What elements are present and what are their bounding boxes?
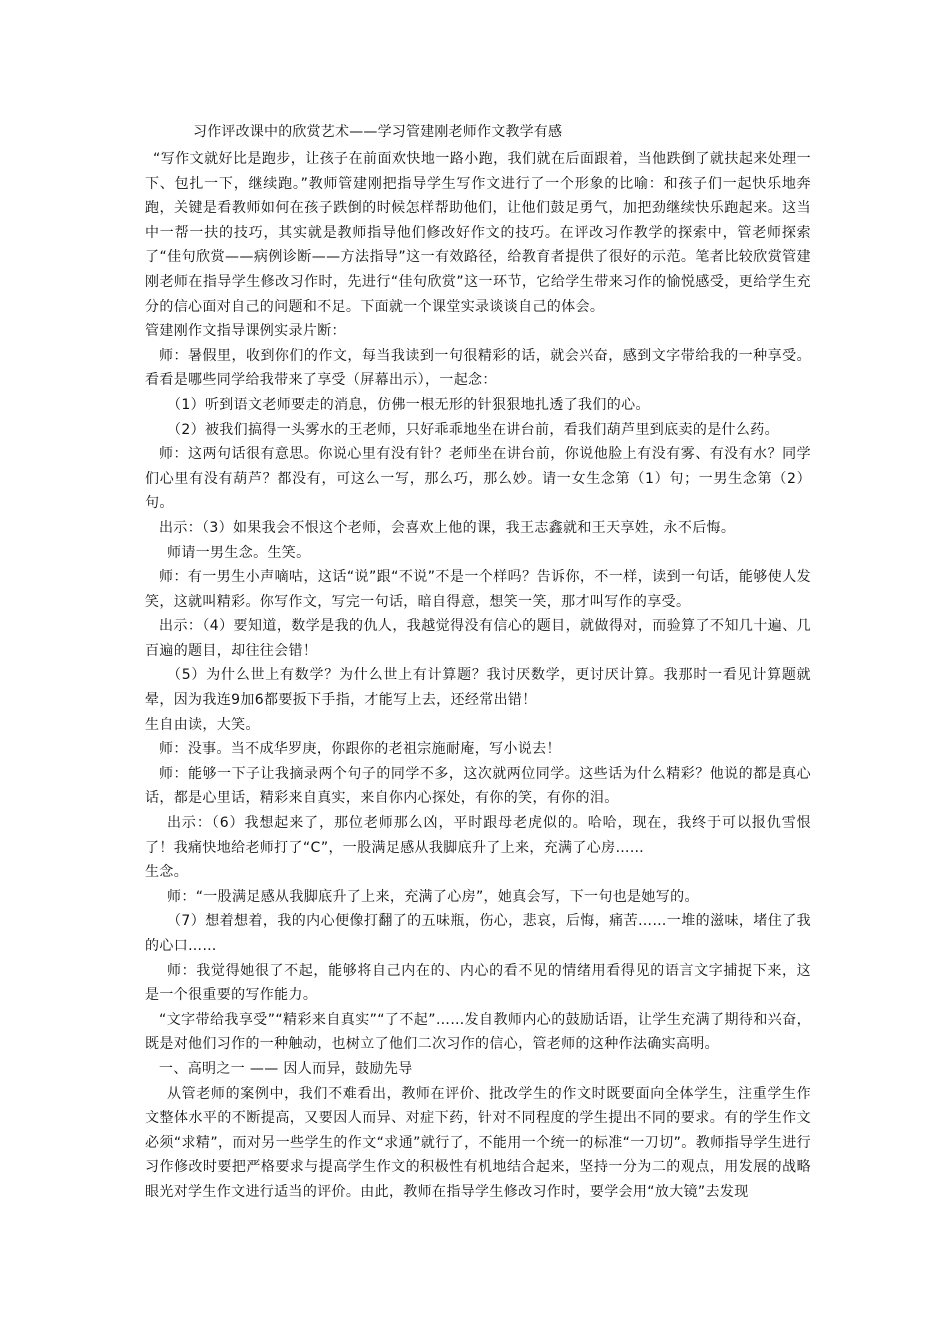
paragraph: 师：暑假里，收到你们的作文，每当我读到一句很精彩的话，就会兴奋，感到文字带给我的一种享受。看看是哪些同学给我带来了享受（屏幕出示），一起念： xyxy=(145,347,811,389)
paragraph: 出示：（3）如果我会不恨这个老师，会喜欢上他的课，我王志鑫就和王天享姓，永不后悔。 xyxy=(159,519,736,536)
document-page xyxy=(145,120,811,1205)
paragraph: 生自由读，大笑。 xyxy=(145,716,260,733)
paragraph: “文字带给我享受”“精彩来自真实”“了不起”……发自教师内心的鼓励话语，让学生充满了期待和兴奋，既是对他们习作的一种触动，也树立了他们二次习作的信心，管老师的这种作法确实高明。 xyxy=(145,1011,811,1053)
paragraph: 师：有一男生小声嘀咕，这话“说”跟“不说”不是一个样吗？告诉你，不一样，读到一句话，能够使人发笑，这就叫精彩。你写作文，写完一句话，暗自得意，想笑一笑，那才叫写作的享受。 xyxy=(145,569,811,610)
section-heading: 一、高明之一 —— 因人而异，鼓励先导 xyxy=(159,1060,413,1077)
paragraph: “写作文就好比是跑步，让孩子在前面欢快地一路小跑，我们就在后面跟着，当他跌倒了就扶起来处理一下、包扎一下，继续跑。”教师管建刚把指导学生写作文进行了一个形象的比喻：和孩子们一起快乐地奔跑，关键是看教师如何在孩子跌倒的时候怎样帮助他们，让他们鼓足勇气，加把劲继续快乐跑起来。这当中一帮一扶的技巧，其实就是教师指导他们修改好作文的技巧。在评改习作教学的探索中，管老师探索了“佳句欣赏——病例诊断——方法指导”这一有效路径，给教育者提供了很好的示范。笔者比较欣赏管建刚老师在指导学生修改习作时，先进行“佳句欣赏”这一环节，它给学生带来习作的愉悦感受，更给学生充分的信心面对自己的问题和不足。下面就一个课堂实录谈谈自己的体会。 xyxy=(145,151,811,315)
paragraph: （1）听到语文老师要走的消息，仿佛一根无形的针狠狠地扎透了我们的心。 xyxy=(167,396,650,413)
document-title: 习作评改课中的欣赏艺术——学习管建刚老师作文教学有感 xyxy=(193,124,563,140)
paragraph: 师请一男生念。生笑。 xyxy=(167,544,311,561)
paragraph: 出示：（4）要知道，数学是我的仇人，我越觉得没有信心的题目，就做得对，而验算了不知几十遍、几百遍的题目，却往往会错！ xyxy=(145,618,811,659)
paragraph: 生念。 xyxy=(145,864,189,881)
paragraph: 师：没事。当不成华罗庚，你跟你的老祖宗施耐庵，写小说去！ xyxy=(159,741,561,758)
paragraph: （5）为什么世上有数学？为什么世上有计算题？我讨厌数学，更讨厌计算。我那时一看见计算题就晕，因为我连9加6都要扳下手指，才能写上去，还经常出错！ xyxy=(145,667,811,709)
paragraph: 从管老师的案例中，我们不难看出，教师在评价、批改学生的作文时既要面向全体学生，注重学生作文整体水平的不断提高，又要因人而异、对症下药，针对不同程度的学生提出不同的要求。有的学生作文必须“求精”，而对另一些学生的作文“求通”就行了，不能用一个统一的标准“一刀切”。教师指导学生进行习作修改时要把严格要求与提高学生作文的积极性有机地结合起来，坚持一分为二的观点，用发展的战略眼光对学生作文进行适当的评价。由此，教师在指导学生修改习作时，要学会用“放大镜”去发现 xyxy=(145,1085,811,1200)
paragraph: 管建刚作文指导课例实录片断： xyxy=(145,323,346,340)
paragraph: 师：能够一下子让我摘录两个句子的同学不多，这次就两位同学。这些话为什么精彩？他说的都是真心话，都是心里话，精彩来自真实，来自你内心探处，有你的笑，有你的泪。 xyxy=(145,765,811,807)
paragraph: 师：我觉得她很了不起，能够将自己内在的、内心的看不见的情绪用看得见的语言文字捕捉下来，这是一个很重要的写作能力。 xyxy=(145,962,811,1004)
paragraph: （7）想着想着，我的内心便像打翻了的五味瓶，伤心，悲哀，后悔，痛苦……一堆的滋味，堵住了我的心口…… xyxy=(145,913,811,954)
paragraph: 师：这两句话很有意思。你说心里有没有针？老师坐在讲台前，你说他脸上有没有雾、有没有水？同学们心里有没有葫芦？都没有，可这么一写，那么巧，那么妙。请一女生念第（1）句；一男生念第（2）句。 xyxy=(145,446,811,512)
paragraph: 师：“一股满足感从我脚底升了上来，充满了心房”，她真会写，下一句也是她写的。 xyxy=(167,888,699,905)
paragraph: （2）被我们搞得一头雾水的王老师，只好乖乖地坐在讲台前，看我们葫芦里到底卖的是什么药。 xyxy=(167,421,779,438)
paragraph: 出示：（6）我想起来了，那位老师那么凶，平时跟母老虎似的。哈哈，现在，我终于可以报仇雪恨了！我痛快地给老师打了“C”，一股满足感从我脚底升了上来，充满了心房…… xyxy=(145,815,811,856)
